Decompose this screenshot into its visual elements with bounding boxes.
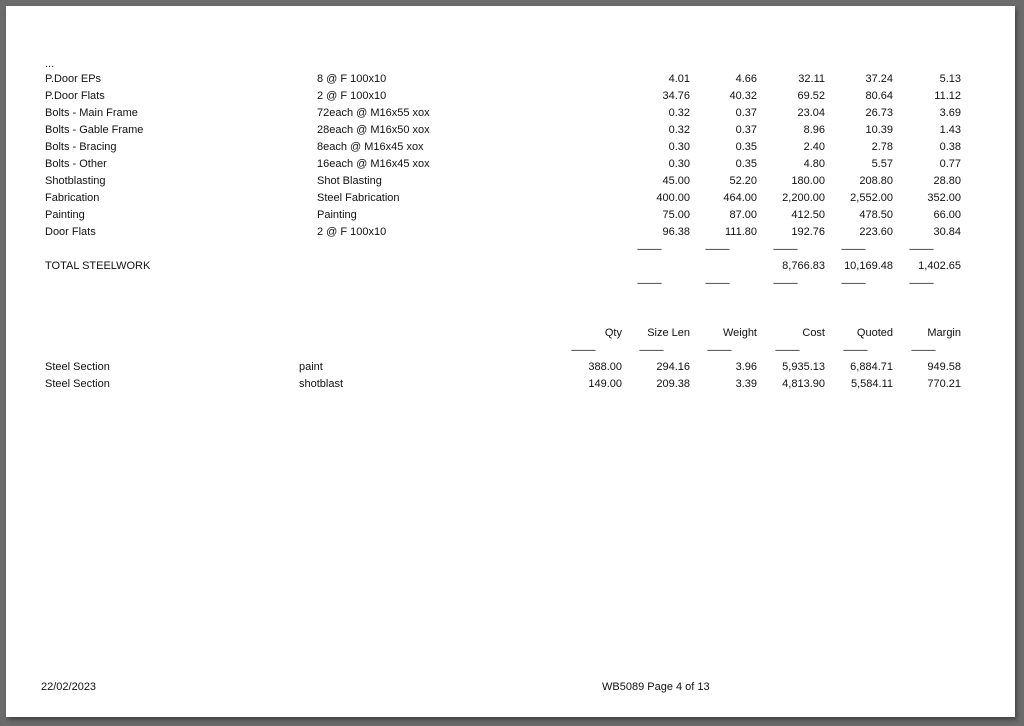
item-value-a: 75.00 xyxy=(662,209,690,221)
item-value-c: 23.04 xyxy=(797,107,825,119)
dash-sep: ------------ xyxy=(841,278,865,288)
summary-size-len: 294.16 xyxy=(656,361,690,373)
summary-header xyxy=(6,327,1015,343)
item-value-a: 34.76 xyxy=(662,90,690,102)
item-value-b: 40.32 xyxy=(729,90,757,102)
summary-description: Steel Section xyxy=(45,361,110,373)
header-weight: Weight xyxy=(722,327,757,339)
item-value-a: 4.01 xyxy=(668,73,690,85)
summary-row xyxy=(6,361,1015,377)
item-description: Bolts - Gable Frame xyxy=(45,124,144,136)
item-value-b: 111.80 xyxy=(724,226,757,238)
table-row xyxy=(6,192,1015,208)
header-qty: Qty xyxy=(604,327,622,339)
item-specification: Painting xyxy=(317,209,357,221)
table-row xyxy=(6,90,1015,106)
dash-sep: ------------ xyxy=(707,345,731,355)
dash-sep: ------------ xyxy=(911,345,935,355)
item-value-e: 11.12 xyxy=(934,90,961,102)
dash-sep: ------------ xyxy=(705,244,729,254)
summary-qty: 388.00 xyxy=(588,361,622,373)
footer-date: 22/02/2023 xyxy=(41,681,97,693)
header-cost: Cost xyxy=(802,327,825,339)
table-row xyxy=(6,209,1015,225)
item-value-a: 96.38 xyxy=(662,226,690,238)
footer-page-number: WB5089 Page 4 of 13 xyxy=(602,681,710,693)
total-label: TOTAL STEELWORK xyxy=(45,260,151,272)
item-value-c: 2,200.00 xyxy=(782,192,825,204)
item-value-d: 80.64 xyxy=(865,90,893,102)
item-value-b: 464.00 xyxy=(723,192,757,204)
summary-cost: 5,935.13 xyxy=(782,361,825,373)
item-specification: 72each @ M16x55 xox xyxy=(317,107,430,119)
dash-sep: ------------ xyxy=(775,345,799,355)
header-quoted: Quoted xyxy=(856,327,893,339)
item-value-c: 32.11 xyxy=(798,73,825,85)
table-row xyxy=(6,141,1015,157)
report-page xyxy=(6,6,1015,717)
dash-sep: ------------ xyxy=(639,345,663,355)
item-value-e: 5.13 xyxy=(939,73,961,85)
item-value-c: 192.76 xyxy=(791,226,825,238)
item-value-e: 0.38 xyxy=(939,141,961,153)
summary-margin: 770.21 xyxy=(927,378,961,390)
item-value-c: 69.52 xyxy=(797,90,825,102)
dash-sep: ------------ xyxy=(909,278,933,288)
item-value-e: 1.43 xyxy=(939,124,961,136)
item-specification: 8 @ F 100x10 xyxy=(317,73,387,85)
item-value-d: 26.73 xyxy=(865,107,893,119)
item-specification: Steel Fabrication xyxy=(317,192,400,204)
item-description: Bolts - Bracing xyxy=(45,141,117,153)
item-value-d: 37.24 xyxy=(865,73,893,85)
item-value-e: 30.84 xyxy=(933,226,961,238)
header-size-len: Size Len xyxy=(647,327,690,339)
item-value-e: 0.77 xyxy=(939,158,961,170)
summary-row xyxy=(6,378,1015,394)
summary-quoted: 6,884.71 xyxy=(850,361,893,373)
item-description: Shotblasting xyxy=(45,175,106,187)
item-value-e: 352.00 xyxy=(927,192,961,204)
dash-sep: ------------ xyxy=(705,278,729,288)
item-description: Door Flats xyxy=(45,226,96,238)
total-cost: 8,766.83 xyxy=(782,260,825,272)
item-specification: 2 @ F 100x10 xyxy=(317,226,387,238)
item-value-d: 208.80 xyxy=(859,175,893,187)
table-row xyxy=(6,73,1015,89)
table-row xyxy=(6,158,1015,174)
item-specification: 28each @ M16x50 xox xyxy=(317,124,430,136)
table-row xyxy=(6,107,1015,123)
dash-sep: ------------ xyxy=(773,244,797,254)
item-description: P.Door EPs xyxy=(45,73,102,85)
summary-description: Steel Section xyxy=(45,378,110,390)
summary-margin: 949.58 xyxy=(927,361,961,373)
item-value-d: 223.60 xyxy=(859,226,893,238)
table-row xyxy=(6,175,1015,191)
item-value-a: 0.30 xyxy=(668,141,690,153)
item-value-d: 2.78 xyxy=(871,141,893,153)
summary-quoted: 5,584.11 xyxy=(850,378,893,390)
total-quoted: 10,169.48 xyxy=(844,260,893,272)
summary-weight: 3.39 xyxy=(735,378,757,390)
item-value-a: 45.00 xyxy=(662,175,690,187)
summary-cost: 4,813.90 xyxy=(782,378,825,390)
item-value-d: 5.57 xyxy=(871,158,893,170)
item-value-d: 10.39 xyxy=(865,124,893,136)
item-value-b: 4.66 xyxy=(735,73,757,85)
item-specification: 2 @ F 100x10 xyxy=(317,90,387,102)
dash-sep: ------------ xyxy=(841,244,865,254)
item-specification: Shot Blasting xyxy=(317,175,382,187)
item-value-d: 478.50 xyxy=(859,209,893,221)
item-value-c: 4.80 xyxy=(803,158,825,170)
dash-sep: ------------ xyxy=(637,244,661,254)
total-margin: 1,402.65 xyxy=(918,260,961,272)
item-specification: 8each @ M16x45 xox xyxy=(317,141,424,153)
item-description: Bolts - Main Frame xyxy=(45,107,138,119)
item-description: Bolts - Other xyxy=(45,158,107,170)
item-specification: 16each @ M16x45 xox xyxy=(317,158,430,170)
item-value-d: 2,552.00 xyxy=(850,192,893,204)
summary-type: paint xyxy=(299,361,323,373)
total-row xyxy=(6,260,1015,276)
item-value-b: 52.20 xyxy=(729,175,757,187)
item-description: Painting xyxy=(45,209,85,221)
item-value-b: 0.35 xyxy=(735,158,757,170)
dash-sep: ------------ xyxy=(843,345,867,355)
item-value-b: 0.35 xyxy=(735,141,757,153)
item-value-c: 8.96 xyxy=(803,124,825,136)
item-value-e: 66.00 xyxy=(933,209,961,221)
item-value-b: 0.37 xyxy=(735,124,757,136)
dash-sep: ------------ xyxy=(773,278,797,288)
dash-sep: ------------ xyxy=(909,244,933,254)
item-value-a: 0.32 xyxy=(668,107,690,119)
item-value-a: 400.00 xyxy=(656,192,690,204)
continuation-ellipsis: ... xyxy=(45,58,55,70)
table-row xyxy=(6,124,1015,140)
summary-qty: 149.00 xyxy=(588,378,622,390)
item-value-b: 87.00 xyxy=(729,209,757,221)
item-value-c: 412.50 xyxy=(791,209,825,221)
item-value-c: 180.00 xyxy=(791,175,825,187)
item-value-e: 3.69 xyxy=(939,107,961,119)
item-value-c: 2.40 xyxy=(803,141,825,153)
dash-sep: ------------ xyxy=(637,278,661,288)
item-value-e: 28.80 xyxy=(933,175,961,187)
summary-type: shotblast xyxy=(299,378,344,390)
table-row xyxy=(6,226,1015,242)
summary-weight: 3.96 xyxy=(735,361,757,373)
header-margin: Margin xyxy=(927,327,961,339)
dash-sep: ------------ xyxy=(571,345,595,355)
summary-size-len: 209.38 xyxy=(656,378,690,390)
item-value-a: 0.32 xyxy=(668,124,690,136)
item-description: Fabrication xyxy=(45,192,100,204)
item-value-b: 0.37 xyxy=(735,107,757,119)
item-value-a: 0.30 xyxy=(668,158,690,170)
item-description: P.Door Flats xyxy=(45,90,105,102)
